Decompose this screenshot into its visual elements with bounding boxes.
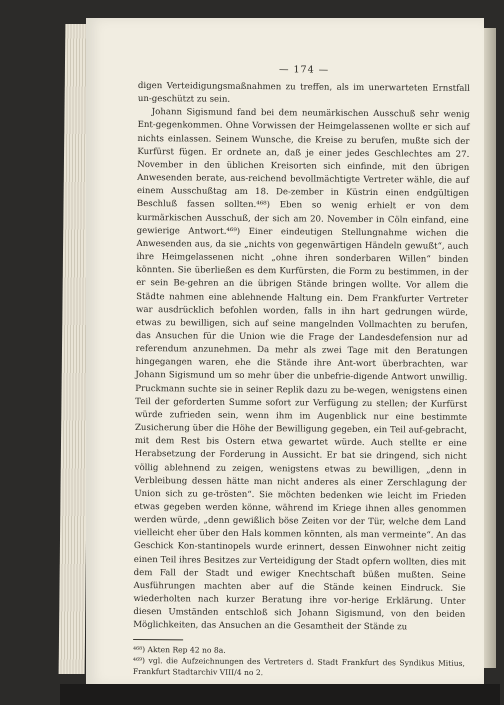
page-right-edge (484, 28, 496, 668)
page-text-block (132, 64, 470, 681)
footnote-468: ⁴⁶⁸) Akten Rep 42 no 8a. (132, 644, 226, 655)
paragraph-main: Johann Sigismund fand bei dem neumärkischen Ausschuß sehr wenig Ent-gegenkommen. Ohne Vorwissen der Heimgelassenen wollte er sich auf nichts einlassen. Seinem Wunsche, die Kreise zu berufen, mußte sich der Kurfürst fügen. Er ordnete an, daß je einer jedes Geschlechtes am 27. November in den üblichen Kreisorten sich einfinde, mit den übrigen Anwesenden berate, aus-reichend bevollmächtigte Vertreter wähle, die auf einem Ausschußtag am 18. De-zember in Küstrin einen endgültigen Beschluß fassen sollten.⁴⁶⁸) Eben so wenig erhielt er von dem kurmärkischen Ausschuß, der sich am 20. November in Cöln einfand, eine gewierige Antwort.⁴⁶⁹) Einer eindeutigen Stellungnahme wichen die Anwesenden aus, da sie „nichts von gegenwärtigen Händeln gewußt“, auch ihre Heimgelassenen nicht „ohne ihren sonderbaren Willen“ binden könnten. Sie überließen es dem Kurfürsten, die Form zu bestimmen, in der er sein Be-gehren an die übrigen Stände bringen wollte. Vor allem die Städte nahmen eine ablehnende Haltung ein. Dem Frankfurter Vertreter war ausdrücklich befohlen worden, falls in ihn hart gedrungen würde, etwas zu bewilligen, sich auf seine mangelnden Vollmachten zu berufen, das Ansuchen für die Union wie die Frage der Landesdefension nur ad referendum anzunehmen. Da mehr als zwei Tage mit den Beratungen hingegangen waren, ehe die Stände ihre Ant-wort überbrachten, war Johann Sigismund um so mehr über die unbefrie-digende Antwort unwillig. Pruckmann suchte sie in seiner Replik dazu zu be-wegen, wenigstens einen Teil der geforderten Summe sofort zur Verfügung zu stellen; der Kurfürst würde zufrieden sein, wenn ihm im Augenblick nur eine bestimmte Zusicherung über die Höhe der Bewilligung gegeben, ein Teil auf-gebracht, mit dem Rest bis Ostern etwa gewartet würde. Auch stellte er eine Herabsetzung der Forderung in Aussicht. Er bat sie dringend, sich nicht völlig ablehnend zu zeigen, wenigstens etwas zu bewilligen, „denn in Verbleibung dessen hätte man nicht anderes als einer Zerschlagung der Union sich zu ge-trösten“. Sie möchten bedenken wie leicht im Frieden etwas gegeben werden könne, während im Kriege ihnen alles genommen werden würde, „denn gewißlich böse Zeiten vor der Tür, welche dem Land vielleicht eher über den Hals kommen könnten, als man vermeinte“. An das Geschick Kon-stantinopels wurde erinnert, dessen Einwohner nicht zeitig einen Teil ihres Besitzes zur Verteidigung der Stadt opfern wollten, dies mit dem Fall der Stadt und ewiger Knechtschaft büßen mußten. Seine Ausführungen machten aber auf die Stände keinen Eindruck. Sie wiederholten nach kurzer Beratung ihre vor-herige Erklärung. Unter diesen Umständen entschloß sich Johann Sigismund, von den beiden Möglichkeiten, das Ansuchen an die Gesamtheit der Stände zu (133, 107, 470, 633)
footnote-469: ⁴⁶⁹) vgl. die Aufzeichnungen des Vertreters d. Stadt Frankfurt des Syndikus Mitius, Frankfurt Stadtarchiv VIII/4 no 2. (132, 655, 465, 678)
page-number: — 174 — (278, 64, 330, 76)
bottom-shadow (60, 684, 500, 705)
book-page (86, 18, 484, 686)
paragraph-continuation: digen Verteidigungsmaßnahmen zu treffen, als im unerwarteten Ernstfall un-geschützt zu sein. (137, 80, 470, 105)
footnote-rule (133, 639, 183, 640)
